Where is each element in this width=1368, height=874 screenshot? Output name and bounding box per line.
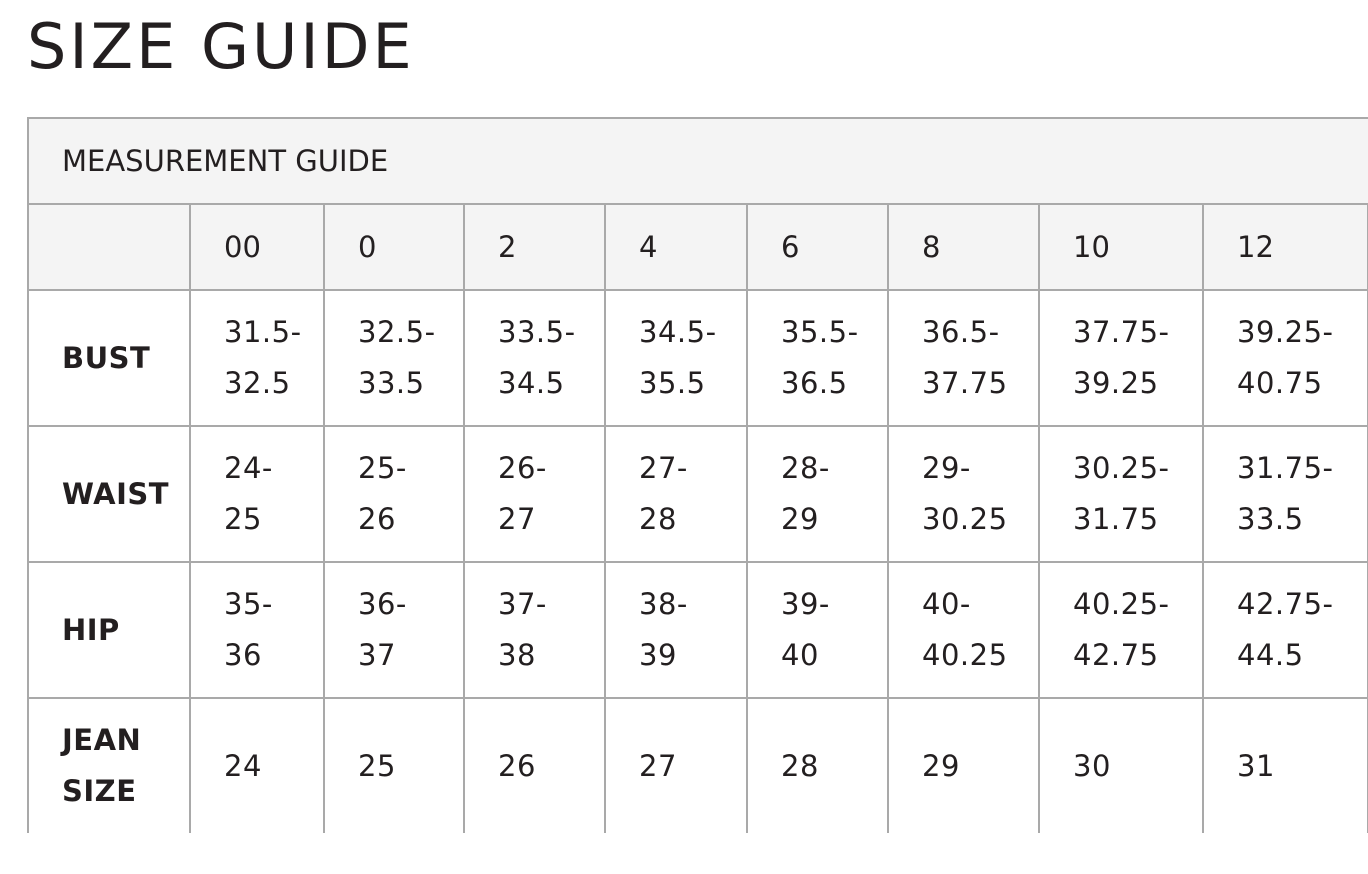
row-label-jean-size	[28, 698, 190, 833]
measurement-value: 28	[781, 748, 819, 783]
measurement-cell-waist-0	[324, 426, 464, 562]
measurement-value: 24- 25	[224, 451, 273, 536]
measurement-cell-waist-12	[1203, 426, 1368, 562]
measurement-row-waist	[28, 426, 1368, 562]
measurement-cell-bust-4	[605, 290, 747, 426]
measurement-cell-jean-size-8	[888, 698, 1039, 833]
measurement-value: 40- 40.25	[922, 587, 1008, 672]
measurement-row-jean-size	[28, 698, 1368, 833]
measurement-value: 33.5- 34.5	[498, 315, 576, 400]
measurement-cell-hip-10	[1039, 562, 1203, 698]
measurement-value: 35.5- 36.5	[781, 315, 859, 400]
measurement-value: 25- 26	[358, 451, 407, 536]
measurement-cell-waist-00	[190, 426, 324, 562]
row-label-text: BUST	[62, 340, 151, 375]
measurement-cell-hip-0	[324, 562, 464, 698]
size-header-6: 6	[747, 204, 888, 290]
measurement-cell-hip-2	[464, 562, 605, 698]
measurement-cell-jean-size-4	[605, 698, 747, 833]
size-header-8: 8	[888, 204, 1039, 290]
row-label-bust	[28, 290, 190, 426]
measurement-cell-hip-00	[190, 562, 324, 698]
measurement-value: 28- 29	[781, 451, 830, 536]
measurement-cell-waist-8	[888, 426, 1039, 562]
measurement-cell-waist-10	[1039, 426, 1203, 562]
row-label-text: WAIST	[62, 476, 170, 511]
measurement-value: 38- 39	[639, 587, 688, 672]
measurement-value: 30	[1073, 748, 1111, 783]
measurement-value: 31.75- 33.5	[1237, 451, 1334, 536]
measurement-value: 32.5- 33.5	[358, 315, 436, 400]
measurement-cell-jean-size-10	[1039, 698, 1203, 833]
size-header-2: 2	[464, 204, 605, 290]
row-label-text: JEAN SIZE	[62, 723, 142, 808]
measurement-cell-bust-12	[1203, 290, 1368, 426]
measurement-value: 26- 27	[498, 451, 547, 536]
measurement-row-hip	[28, 562, 1368, 698]
measurement-value: 31.5- 32.5	[224, 315, 302, 400]
measurement-value: 30.25- 31.75	[1073, 451, 1170, 536]
row-label-waist	[28, 426, 190, 562]
measurement-value: 27	[639, 748, 677, 783]
measurement-cell-bust-8	[888, 290, 1039, 426]
measurement-cell-waist-6	[747, 426, 888, 562]
measurement-cell-hip-12	[1203, 562, 1368, 698]
measurement-cell-bust-0	[324, 290, 464, 426]
measurement-cell-jean-size-12	[1203, 698, 1368, 833]
measurement-value: 40.25- 42.75	[1073, 587, 1170, 672]
measurement-cell-waist-2	[464, 426, 605, 562]
measurement-value: 27- 28	[639, 451, 688, 536]
measurement-cell-waist-4	[605, 426, 747, 562]
measurement-value: 29	[922, 748, 960, 783]
measurement-cell-hip-4	[605, 562, 747, 698]
size-header-empty-cell	[28, 204, 190, 290]
size-header-0: 0	[324, 204, 464, 290]
measurement-value: 39.25- 40.75	[1237, 315, 1334, 400]
measurement-value: 37.75- 39.25	[1073, 315, 1170, 400]
measurement-value: 37- 38	[498, 587, 547, 672]
size-header-row	[28, 204, 1368, 290]
measurement-value: 36- 37	[358, 587, 407, 672]
measurement-value: 35- 36	[224, 587, 273, 672]
measurement-cell-jean-size-6	[747, 698, 888, 833]
size-header-10: 10	[1039, 204, 1203, 290]
measurement-value: 25	[358, 748, 396, 783]
measurement-value: 34.5- 35.5	[639, 315, 717, 400]
measurement-guide-table-container	[27, 117, 1368, 833]
measurement-cell-bust-00	[190, 290, 324, 426]
measurement-cell-bust-10	[1039, 290, 1203, 426]
table-caption: MEASUREMENT GUIDE	[28, 118, 1368, 204]
measurement-cell-bust-2	[464, 290, 605, 426]
measurement-cell-jean-size-00	[190, 698, 324, 833]
page-title: SIZE GUIDE	[27, 10, 415, 83]
measurement-guide-table	[27, 117, 1368, 833]
size-header-4: 4	[605, 204, 747, 290]
measurement-cell-jean-size-0	[324, 698, 464, 833]
measurement-cell-bust-6	[747, 290, 888, 426]
measurement-row-bust	[28, 290, 1368, 426]
row-label-text: HIP	[62, 612, 120, 647]
measurement-cell-jean-size-2	[464, 698, 605, 833]
size-header-12: 12	[1203, 204, 1368, 290]
measurement-value: 29- 30.25	[922, 451, 1008, 536]
measurement-value: 31	[1237, 748, 1275, 783]
measurement-value: 24	[224, 748, 262, 783]
measurement-cell-hip-6	[747, 562, 888, 698]
measurement-value: 39- 40	[781, 587, 830, 672]
measurement-cell-hip-8	[888, 562, 1039, 698]
row-label-hip	[28, 562, 190, 698]
measurement-value: 42.75- 44.5	[1237, 587, 1334, 672]
measurement-value: 36.5- 37.75	[922, 315, 1008, 400]
size-header-00: 00	[190, 204, 324, 290]
measurement-value: 26	[498, 748, 536, 783]
